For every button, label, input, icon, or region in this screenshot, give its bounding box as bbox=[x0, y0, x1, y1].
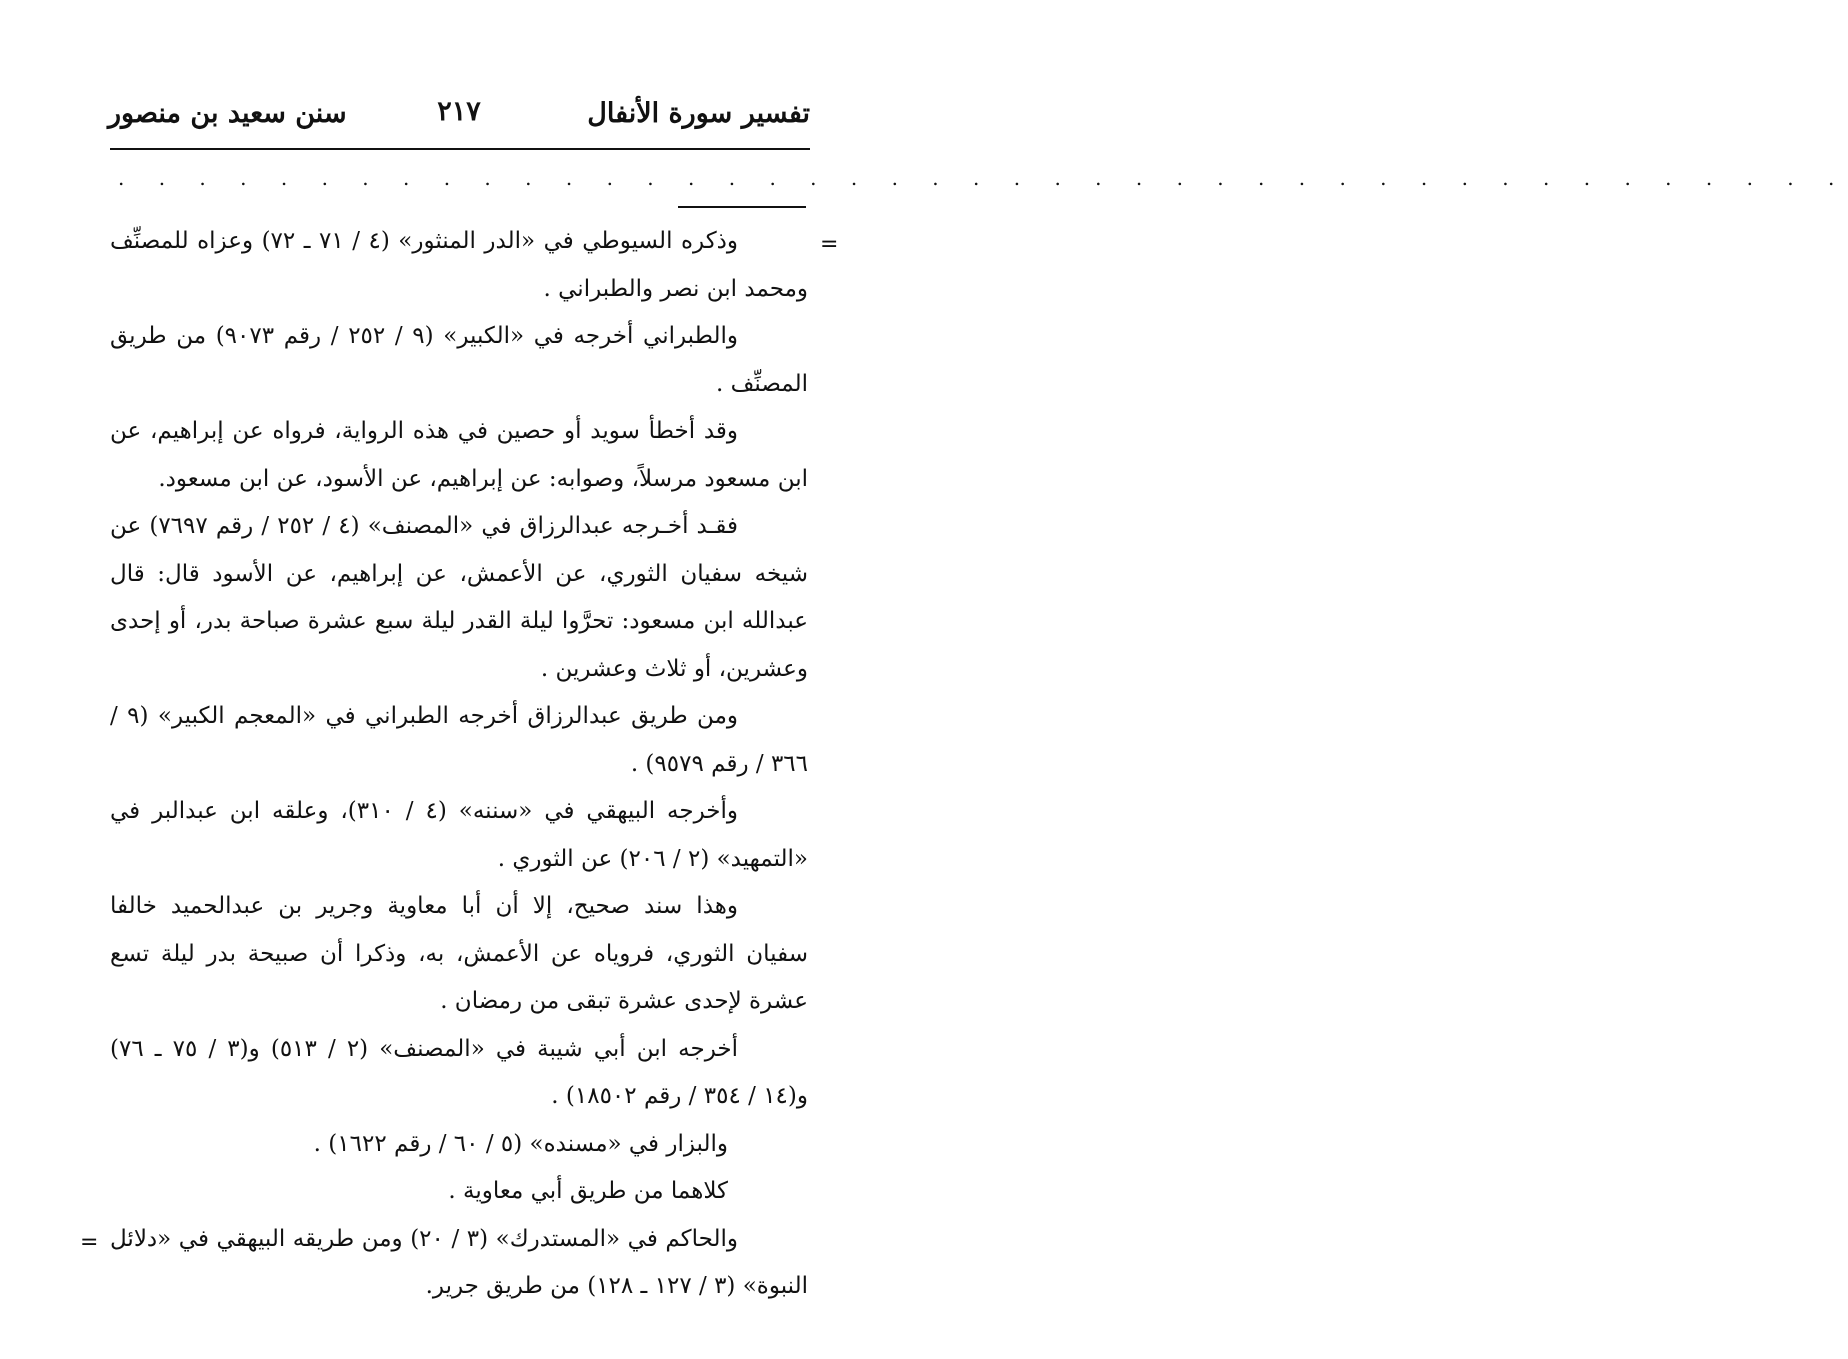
page-header bbox=[108, 92, 810, 138]
paragraph: فقـد أخـرجه عبدالرزاق في «المصنف» (٤ / ٢٥٢ / رقم ٧٦٩٧) عن شيخه سفيان الثوري، عن الأعمش، عن إبراهيم، عن الأسود قال: قال عبدالله ابن مسعود: تحرَّوا ليلة القدر ليلة سبع عشرة صباحة بدر، أو إحدى وعشرين، أو ثلاث وعشرين . bbox=[110, 513, 808, 682]
header-rule bbox=[110, 148, 810, 150]
paragraph: والحاكم في «المستدرك» (٣ / ٢٠) ومن طريقه البيهقي في «دلائل النبوة» (٣ / ١٢٧ ـ ١٢٨) من طريق جرير. bbox=[110, 1225, 808, 1299]
page-number: ٢١٧ bbox=[437, 96, 481, 127]
paragraph: ومن طريق عبدالرزاق أخرجه الطبراني في «المعجم الكبير» (٩ / ٣٦٦ / رقم ٩٥٧٩) . bbox=[110, 703, 808, 777]
paragraph: والبزار في «مسنده» (٥ / ٦٠ / رقم ١٦٢٢) . bbox=[313, 1130, 728, 1157]
dotted-separator: . . . . . . . . . . . . . . . . . . . . . . . . . . . . . . . . . . . . . . . . . . . bbox=[118, 166, 1848, 190]
paragraph: كلاهما من طريق أبي معاوية . bbox=[448, 1178, 728, 1204]
paragraph: أخرجه ابن أبي شيبة في «المصنف» (٢ / ٥١٣) و(٣ / ٧٥ ـ ٧٦) و(١٤ / ٣٥٤ / رقم ١٨٥٠٢) . bbox=[110, 1035, 808, 1109]
paragraph: وأخرجه البيهقي في «سننه» (٤ / ٣١٠)، وعلقه ابن عبدالبر في «التمهيد» (٢ / ٢٠٦) عن الثوري . bbox=[110, 798, 808, 872]
chapter-title: تفسير سورة الأنفال bbox=[587, 98, 810, 129]
paragraph: وهذا سند صحيح، إلا أن أبا معاوية وجرير بن عبدالحميد خالفا سفيان الثوري، فروياه عن الأعمش، به، وذكرا أن صبيحة بدر ليلة تسع عشرة لإحدى عشرة تبقى من رمضان . bbox=[110, 893, 808, 1014]
footnote-rule bbox=[678, 206, 806, 208]
book-title: سنن سعيد بن منصور bbox=[108, 98, 347, 129]
margin-mark-top: = bbox=[820, 232, 839, 257]
paragraph: وذكره السيوطي في «الدر المنثور» (٤ / ٧١ ـ ٧٢) وعزاه للمصنِّف ومحمد ابن نصر والطبراني . bbox=[110, 228, 808, 302]
paragraph: والطبراني أخرجه في «الكبير» (٩ / ٢٥٢ / رقم ٩٠٧٣) من طريق المصنِّف . bbox=[110, 323, 808, 397]
paragraph: وقد أخطأ سويد أو حصين في هذه الرواية، فرواه عن إبراهيم، عن ابن مسعود مرسلاً، وصوابه: عن إبراهيم، عن الأسود، عن ابن مسعود. bbox=[110, 418, 808, 492]
margin-mark-bottom: = bbox=[80, 1230, 99, 1255]
footnote-body bbox=[110, 218, 808, 1311]
